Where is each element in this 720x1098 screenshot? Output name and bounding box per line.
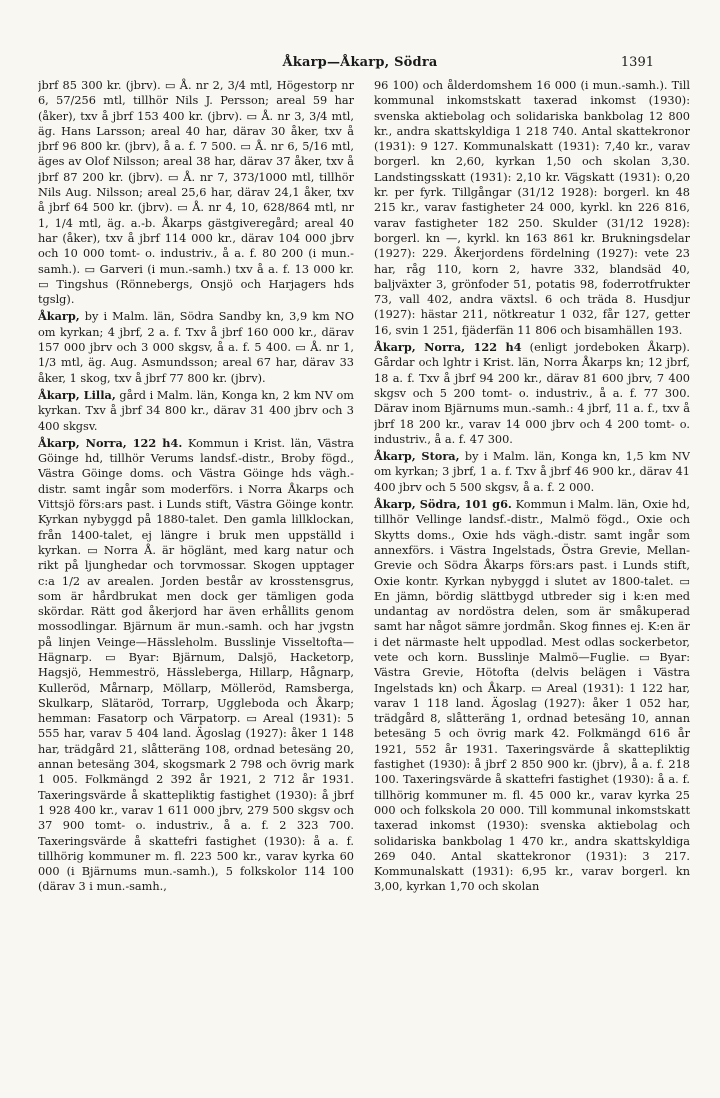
- entry-headword: Åkarp, Södra, 101 g6.: [374, 497, 512, 512]
- entry-text: 96 100) och ålderdomshem 16 000 (i mun.-samh.). Till kommunal inkomstskatt taxerad inkomst (1930): svenska aktiebolag och solidariska bankbolag 12 800 kr., andra skattskyldiga 1 218 740. Antal skattekronor (1931): 9 127. Kommunalskatt (1931): 7,40 kr., varav borgerl. kn 2,60, kyrkan 1,50 och skolan 3,30. Landstingsskatt (1931): 2,10 kr. Vägskatt (1931): 0,20 kr. per fyrk. Tillgångar (31/12 1928): borgerl. kn 48 215 kr., varav fastigheter 24 000, kyrkl. kn 226 816, varav fastigheter 182 250. Skulder (31/12 1928): borgerl. kn —, kyrkl. kn 163 861 kr. Brukningsdelar (1927): 229. Åkerjordens fördelning (1927): vete 23 har, råg 110, korn 2, havre 332, blandsäd 40, baljväxter 3, grönfoder 51, potatis 98, foderrotfrukter 73, vall 402, andra växtsl. 6 och träda 8. Husdjur (1927): hästar 211, nötkreatur 1 032, får 127, getter 16, svin 1 251, fjäderfän 11 806 och bisamhällen 193.: [374, 79, 690, 337]
- entry-text: Kommun i Malm. län, Oxie hd, tillhör Vellinge landsf.-distr., Malmö fögd., Oxie och Skytts doms., Oxie hds vägh.-distr. samt ingår som annexförs. i Västra Ingelstads, Östra Grevie, Mellan-Grevie och Södra Åkarps förs:ars past. i Lunds stift, Oxie kontr. Kyrkan nybyggd i slutet av 1800-talet. ▭ En jämn, bördig slättbygd utbreder sig i k:en med undantag av nordöstra delen, som är småkuperad samt har något sämre jordmån. Skog finnes ej. K:en är i det närmaste helt uppodlad. Mest odlas sockerbetor, vete och korn. Busslinje Malmö—Fuglie. ▭ Byar: Västra Grevie, Hötofta (delvis belägen i Västra Ingelstads kn) och Åkarp. ▭ Areal (1931): 1 122 har, varav 1 118 land. Ägoslag (1927): åker 1 052 har, trädgård 8, slåtteräng 1, ordnad betesäng 10, annan betesäng 5 och övrig mark 42. Folkmängd 616 år 1921, 552 år 1931. Taxeringsvärde å skattepliktig fastighet (1930): å jbrf 2 850 900 kr. (jbrv), å a. f. 218 100. Taxeringsvärde å skattefri fastighet (1930): å a. f. tillhörig kommuner m. fl. 45 000 kr., varav kyrka 25 000 och folkskola 20 000. Till kommunal inkomstskatt taxerad inkomst (1930): svenska aktiebolag och solidariska bankbolag 1 470 kr., andra skattskyldiga 269 040. Antal skattekronor (1931): 3 217. Kommunalskatt (1931): 6,95 kr., varav borgerl. kn 3,00, kyrkan 1,70 och skolan: [374, 498, 690, 894]
- entry-text: gård i Malm. län, Konga kn, 2 km NV om kyrkan. Txv å jbrf 34 800 kr., därav 31 400 jbrv och 3 400 skgsv.: [38, 388, 354, 433]
- entry-text: by i Malm. län, Södra Sandby kn, 3,9 km NO om kyrkan; 4 jbrf, 2 a. f. Txv å jbrf 160 000 kr., därav 157 000 jbrv och 3 000 skgsv, å a. f. 5 400. ▭ Å. nr 1, 1/3 mtl, äg. Aug. Asmundsson; areal 67 har, därav 33 åker, 1 skog, txv å jbrf 77 800 kr. (jbrv).: [38, 310, 354, 385]
- entry-headword: Åkarp, Lilla,: [38, 387, 116, 402]
- entry-headword: Åkarp, Stora,: [374, 449, 460, 464]
- entry: [38, 309, 354, 385]
- page-number: 1391: [620, 55, 654, 70]
- entry-headword: Åkarp, Norra, 122 h4: [374, 340, 522, 355]
- page-title: Åkarp—Åkarp, Södra: [282, 55, 438, 70]
- left-column: [38, 78, 354, 1078]
- entry: [38, 388, 354, 434]
- entry-headword: Åkarp,: [38, 309, 80, 324]
- right-column: [374, 78, 690, 1078]
- entry-text: by i Malm. län, Konga kn, 1,5 km NV om kyrkan; 3 jbrf, 1 a. f. Txv å jbrf 46 900 kr., därav 41 400 jbrv och 5 500 skgsv, å a. f. 2 000.: [374, 450, 690, 494]
- entry-text: (enligt jordeboken Åkarp). Gårdar och lghtr i Krist. län, Norra Åkarps kn; 12 jbrf, 18 a. f. Txv å jbrf 94 200 kr., därav 81 600 jbrv, 7 400 skgsv och 5 200 tomt- o. industriv., å a. f. 77 300. Därav inom Bjärnums mun.-samh.: 4 jbrf, 11 a. f., txv å jbrf 18 200 kr., varav 14 000 jbrv och 4 200 tomt- o. industriv., å a. f. 47 300.: [374, 341, 690, 446]
- entry: [374, 449, 690, 495]
- entry: [374, 78, 690, 338]
- entry-headword: Åkarp, Norra, 122 h4.: [38, 435, 183, 450]
- running-head: [0, 55, 720, 75]
- entry-text: jbrf 85 300 kr. (jbrv). ▭ Å. nr 2, 3/4 mtl, Högestorp nr 6, 57/256 mtl, tillhör Nils J. Persson; areal 59 har (åker), txv å jbrf 153 400 kr. (jbrv). ▭ Å. nr 3, 3/4 mtl, äg. Hans Larsson; areal 40 har, därav 30 åker, txv å jbrf 96 800 kr. (jbrv), å a. f. 7 500. ▭ Å. nr 6, 5/16 mtl, äges av Olof Nilsson; areal 38 har, därav 37 åker, txv å jbrf 87 200 kr. (jbrv). ▭ Å. nr 7, 373/1000 mtl, tillhör Nils Aug. Nilsson; areal 25,6 har, därav 24,1 åker, txv å jbrf 64 500 kr. (jbrv). ▭ Å. nr 4, 10, 628/864 mtl, nr 1, 1/4 mtl, äg. a.-b. Åkarps gästgiveregård; areal 40 har (åker), txv å jbrf 114 000 kr., därav 104 000 jbrv och 10 000 tomt- o. industriv., å a. f. 80 200 (i mun.-samh.). ▭ Garveri (i mun.-samh.) txv å a. f. 13 000 kr. ▭ Tingshus (Rönnebergs, Onsjö och Harjagers hds tgslg).: [38, 79, 354, 307]
- entry: [374, 497, 690, 895]
- entry: [374, 340, 690, 447]
- entry: [38, 78, 354, 307]
- entry-text: Kommun i Krist. län, Västra Göinge hd, tillhör Verums landsf.-distr., Broby fögd., Västra Göinge doms. och Västra Göinge hds vägh.-distr. samt ingår som moderförs. i Norra Åkarps och Vittsjö förs:ars past. i Lunds stift, Västra Göinge kontr. Kyrkan nybyggd på 1880-talet. Den gamla lillklockan, från 1400-talet, ej längre i bruk men uppställd i kyrkan. ▭ Norra Å. är höglänt, med karg natur och rikt på ljunghedar och torvmossar. Skogen upptager c:a 1/2 av arealen. Jorden består av krosstensgrus, som är hårdbrukat men dock ger tämligen goda skördar. Rätt god åkerjord har även erhållits genom mossodlingar. Bjärnum är mun.-samh. och har jvgstn på linjen Veinge—Hässleholm. Busslinje Visseltofta—Hägnarp. ▭ Byar: Bjärnum, Dalsjö, Hacketorp, Hagsjö, Hemmeströ, Hässleberga, Hillarp, Hågnarp, Kulleröd, Mårnarp, Möllarp, Mölleröd, Ramsberga, Skulkarp, Slätaröd, Torrarp, Uggleboda och Åkarp; hemman: Fasatorp och Värpatorp. ▭ Areal (1931): 5 555 har, varav 5 404 land. Ägoslag (1927): åker 1 148 har, trädgård 21, slåtteräng 108, ordnad betesäng 20, annan betesäng 304, skogsmark 2 798 och övrig mark 1 005. Folkmängd 2 392 år 1921, 2 712 år 1931. Taxeringsvärde å skattepliktig fastighet (1930): å jbrf 1 928 400 kr., varav 1 611 000 jbrv, 279 500 skgsv och 37 900 tomt- o. industriv., å a. f. 2 323 700. Taxeringsvärde å skattefri fastighet (1930): å a. f. tillhörig kommuner m. fl. 223 500 kr., varav kyrka 60 000 (i Bjärnums mun.-samh.), 5 folkskolor 114 100 (därav 3 i mun.-samh.,: [38, 436, 354, 894]
- entry: [38, 436, 354, 895]
